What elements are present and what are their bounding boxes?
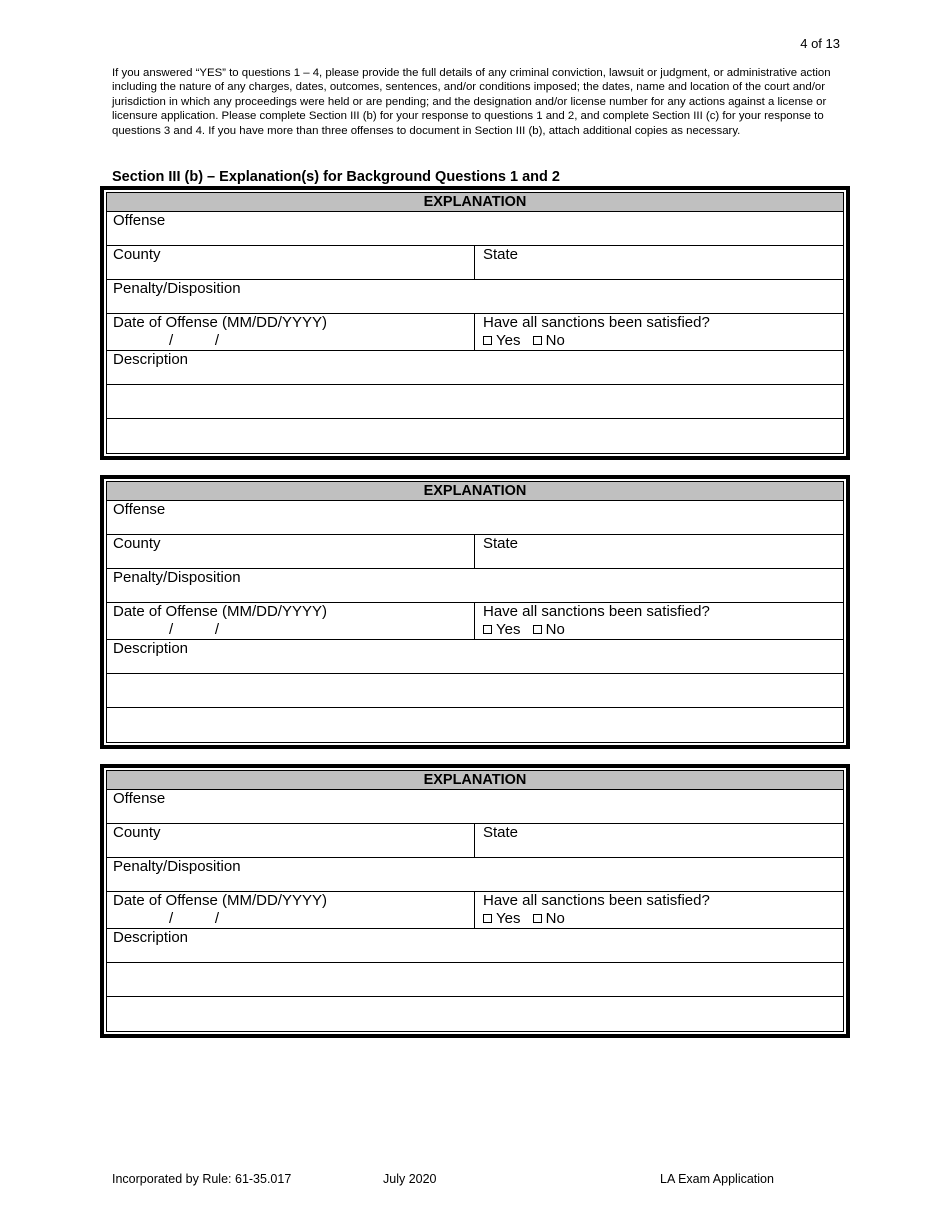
- offense-label: Offense: [113, 212, 166, 229]
- date-label: Date of Offense (MM/DD/YYYY): [113, 603, 327, 620]
- checkbox-icon: [483, 625, 492, 634]
- description-line[interactable]: [107, 674, 843, 707]
- yes-checkbox[interactable]: [483, 910, 520, 927]
- state-field[interactable]: [475, 824, 843, 857]
- penalty-field[interactable]: [107, 858, 843, 891]
- no-label: No: [545, 910, 565, 927]
- footer-rule: Incorporated by Rule: 61-35.017: [112, 1172, 292, 1186]
- explanation-header: EXPLANATION: [107, 482, 843, 501]
- description-line[interactable]: [107, 419, 843, 453]
- date-slashes: / /: [169, 332, 220, 349]
- description-line[interactable]: [107, 385, 843, 418]
- state-field[interactable]: [475, 535, 843, 568]
- checkbox-icon: [533, 336, 542, 345]
- description-field[interactable]: [107, 640, 843, 673]
- yes-label: Yes: [496, 621, 521, 638]
- yes-checkbox[interactable]: [483, 621, 520, 638]
- yes-label: Yes: [496, 910, 521, 927]
- no-label: No: [545, 621, 565, 638]
- offense-label: Offense: [113, 790, 166, 807]
- yes-checkbox[interactable]: [483, 332, 520, 349]
- explanation-header: EXPLANATION: [107, 771, 843, 790]
- description-label: Description: [113, 929, 189, 946]
- section-title: Section III (b) – Explanation(s) for Background Questions 1 and 2: [112, 169, 560, 185]
- date-slashes: / /: [169, 621, 220, 638]
- penalty-label: Penalty/Disposition: [113, 280, 241, 297]
- date-label: Date of Offense (MM/DD/YYYY): [113, 314, 327, 331]
- county-field[interactable]: [107, 246, 475, 279]
- offense-label: Offense: [113, 501, 166, 518]
- penalty-field[interactable]: [107, 569, 843, 602]
- date-of-offense-field[interactable]: [107, 892, 475, 928]
- checkbox-icon: [533, 625, 542, 634]
- no-checkbox[interactable]: [533, 621, 565, 638]
- county-field[interactable]: [107, 824, 475, 857]
- sanctions-field: [475, 603, 843, 639]
- offense-field[interactable]: [107, 790, 843, 823]
- description-field[interactable]: [107, 351, 843, 384]
- yes-label: Yes: [496, 332, 521, 349]
- county-field[interactable]: [107, 535, 475, 568]
- sanctions-label: Have all sanctions been satisfied?: [483, 314, 710, 331]
- explanation-block-2: [100, 475, 850, 749]
- county-label: County: [113, 824, 161, 841]
- description-line[interactable]: [107, 997, 843, 1031]
- description-line[interactable]: [107, 963, 843, 996]
- offense-field[interactable]: [107, 501, 843, 534]
- penalty-label: Penalty/Disposition: [113, 569, 241, 586]
- description-field[interactable]: [107, 929, 843, 962]
- date-of-offense-field[interactable]: [107, 603, 475, 639]
- sanctions-label: Have all sanctions been satisfied?: [483, 603, 710, 620]
- sanctions-field: [475, 892, 843, 928]
- no-checkbox[interactable]: [533, 332, 565, 349]
- state-field[interactable]: [475, 246, 843, 279]
- sanctions-label: Have all sanctions been satisfied?: [483, 892, 710, 909]
- checkbox-icon: [483, 914, 492, 923]
- date-of-offense-field[interactable]: [107, 314, 475, 350]
- sanctions-field: [475, 314, 843, 350]
- penalty-label: Penalty/Disposition: [113, 858, 241, 875]
- offense-field[interactable]: [107, 212, 843, 245]
- description-label: Description: [113, 351, 189, 368]
- description-line[interactable]: [107, 708, 843, 742]
- date-slashes: / /: [169, 910, 220, 927]
- checkbox-icon: [483, 336, 492, 345]
- county-label: County: [113, 535, 161, 552]
- description-label: Description: [113, 640, 189, 657]
- explanation-block-1: [100, 186, 850, 460]
- penalty-field[interactable]: [107, 280, 843, 313]
- state-label: State: [483, 535, 519, 552]
- no-label: No: [545, 332, 565, 349]
- county-label: County: [113, 246, 161, 263]
- state-label: State: [483, 824, 519, 841]
- footer-title: LA Exam Application: [660, 1172, 774, 1186]
- footer-date: July 2020: [383, 1172, 437, 1186]
- explanation-block-3: [100, 764, 850, 1038]
- no-checkbox[interactable]: [533, 910, 565, 927]
- checkbox-icon: [533, 914, 542, 923]
- explanation-header: EXPLANATION: [107, 193, 843, 212]
- page-number: 4 of 13: [800, 36, 840, 51]
- state-label: State: [483, 246, 519, 263]
- date-label: Date of Offense (MM/DD/YYYY): [113, 892, 327, 909]
- intro-paragraph: If you answered “YES” to questions 1 – 4, please provide the full details of any criminal conviction, lawsuit or judgment, or administrative action including the nature of any charges, dates, outcomes, sentences, and/or conditions imposed; the dates, name and location of the court and/or jurisdiction in which any proceedings were held or are pending; and the designation and/or license number for any actions against a license or licensure application. Please complete Section III (b) for your response to questions 1 and 2, and complete Section III (c) for your response to questions 3 and 4. If you have more than three offenses to document in Section III (b), attach additional copies as necessary.: [112, 67, 831, 137]
